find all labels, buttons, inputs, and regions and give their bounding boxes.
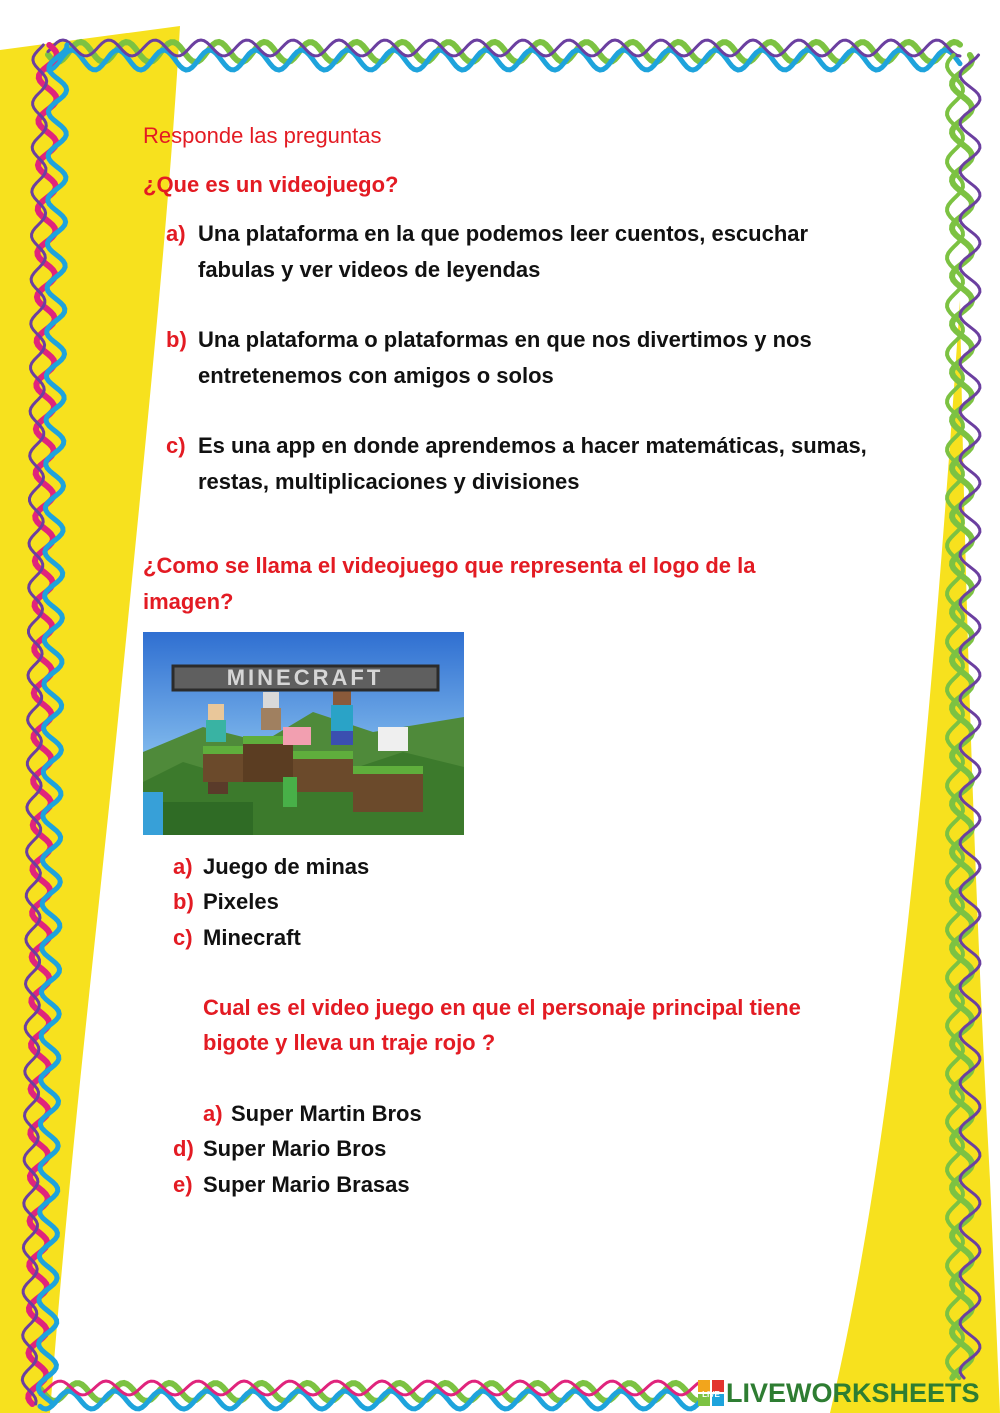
question-3-title: Cual es el video juego en que el personaje principal tiene bigote y lleva un traje rojo ? [203, 995, 801, 1055]
q1-option-a-label: a) [166, 221, 186, 246]
q3-option-e-label: e) [173, 1172, 193, 1197]
q1-option-b-label: b) [166, 327, 187, 352]
q2-option-c[interactable] [173, 920, 473, 955]
q3-option-d-text: Super Mario Bros [203, 1136, 387, 1161]
q1-option-a[interactable] [166, 216, 886, 288]
q3-option-d[interactable] [173, 1131, 473, 1166]
q2-option-c-text: Minecraft [203, 925, 301, 950]
liveworksheets-brand [698, 1377, 980, 1409]
q1-option-b[interactable] [166, 322, 886, 394]
q3-option-a-text: Super Martin Bros [231, 1101, 422, 1126]
question-2-title: ¿Como se llama el videojuego que representa el logo de la imagen? [143, 553, 756, 614]
q2-option-a-text: Juego de minas [203, 854, 370, 879]
logo-letters: LIVE [702, 1390, 720, 1399]
q3-option-e[interactable] [173, 1167, 473, 1202]
q1-option-b-text: Una plataforma o plataformas en que nos divertimos y nos entretenemos con amigos o solos [198, 327, 812, 388]
q3-option-a-label: a) [203, 1101, 223, 1126]
q1-option-c[interactable] [166, 428, 886, 500]
q2-option-c-label: c) [173, 925, 193, 950]
minecraft-image [143, 632, 464, 835]
q1-option-c-label: c) [166, 433, 186, 458]
question-1-title: ¿Que es un videojuego? [143, 172, 399, 197]
q2-option-a-label: a) [173, 854, 193, 879]
minecraft-logo-text: MINECRAFT [226, 665, 384, 690]
q2-option-b-text: Pixeles [203, 889, 279, 914]
q3-option-d-label: d) [173, 1136, 194, 1161]
q2-option-b-label: b) [173, 889, 194, 914]
liveworksheets-text: LIVEWORKSHEETS [726, 1377, 980, 1408]
q3-option-e-text: Super Mario Brasas [203, 1172, 410, 1197]
q1-option-a-text: Una plataforma en la que podemos leer cuentos, escuchar fabulas y ver videos de leyendas [198, 221, 809, 282]
q2-option-a[interactable] [173, 849, 473, 884]
liveworksheets-logo-icon [698, 1380, 724, 1406]
instruction-text: Responde las preguntas [143, 123, 382, 148]
q2-option-b[interactable] [173, 884, 473, 919]
q3-option-a[interactable] [203, 1096, 503, 1131]
q1-option-c-text: Es una app en donde aprendemos a hacer matemáticas, sumas, restas, multiplicaciones y divisiones [198, 433, 867, 494]
